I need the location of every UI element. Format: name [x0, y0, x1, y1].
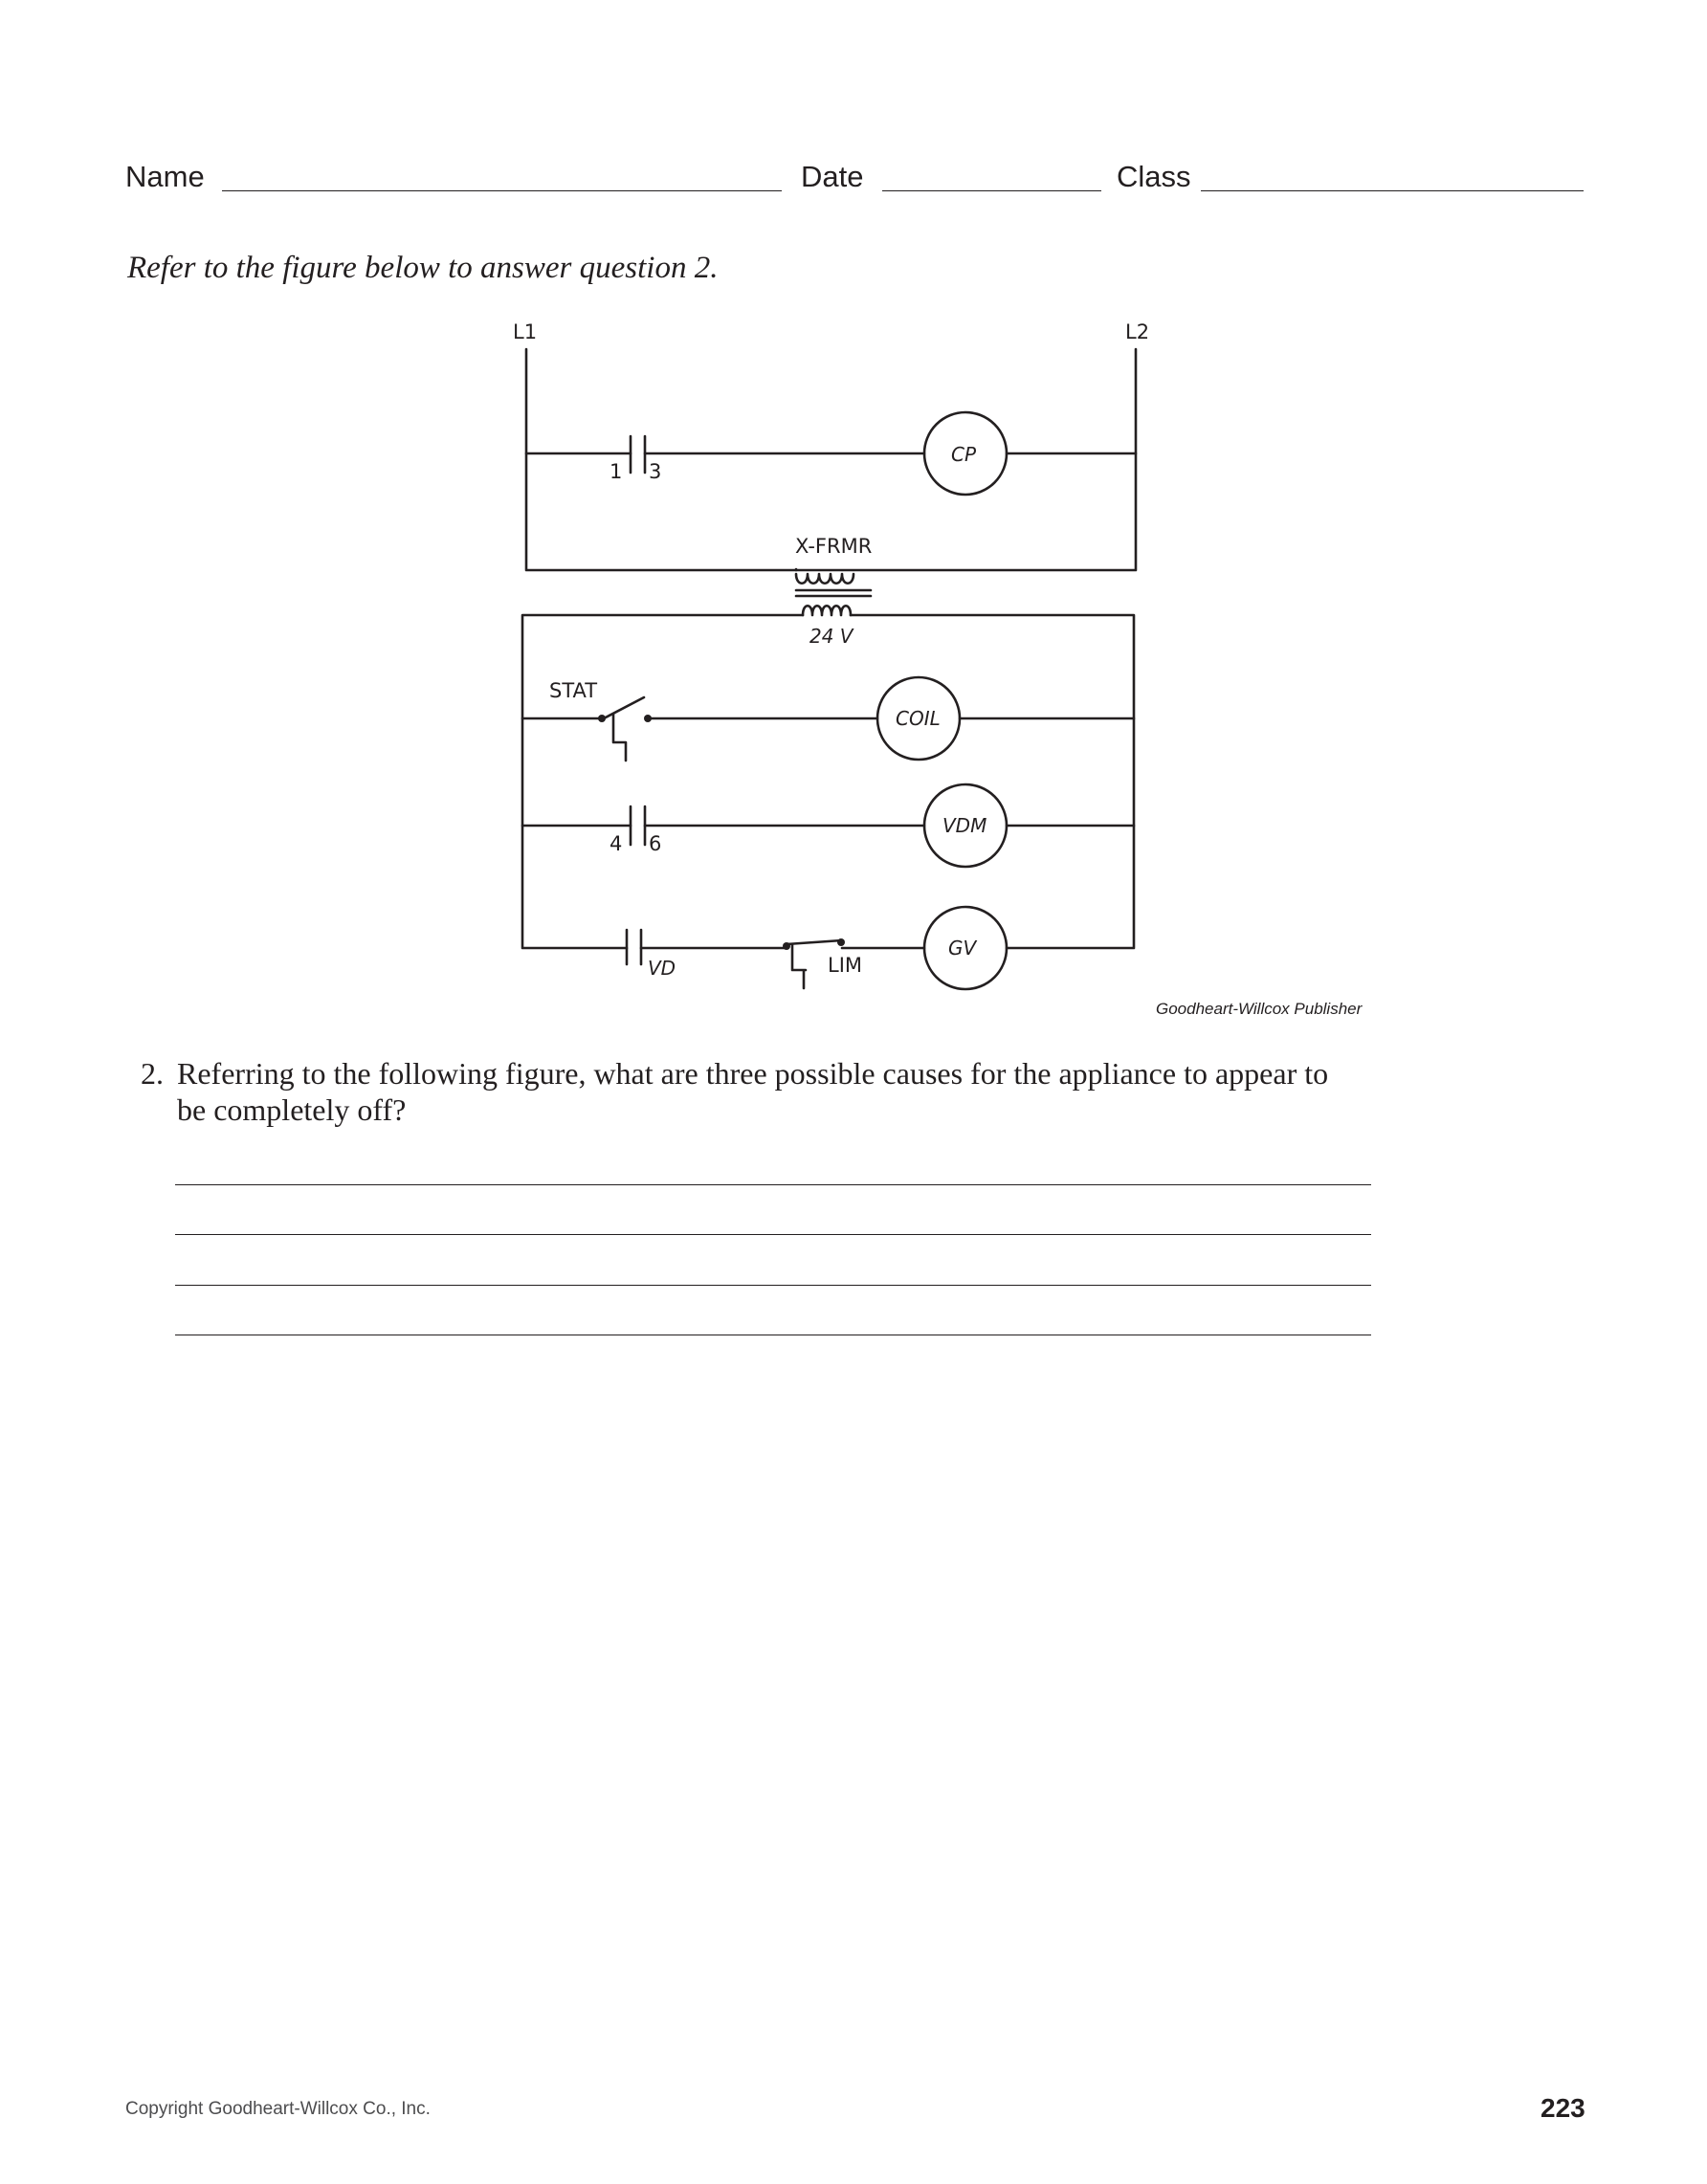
class-label: Class	[1117, 160, 1191, 193]
answer-line-1[interactable]	[175, 1184, 1371, 1185]
stat-actuator	[613, 714, 626, 761]
copyright-text: Copyright Goodheart-Willcox Co., Inc.	[125, 2099, 431, 2119]
contact-4-6	[631, 806, 645, 845]
ladder-diagram	[0, 0, 1707, 1052]
coil-label: COIL	[896, 707, 941, 730]
answer-line-3[interactable]	[175, 1285, 1371, 1286]
gv-label: GV	[948, 937, 977, 960]
secondary-left-rail	[522, 615, 803, 948]
date-label: Date	[801, 160, 864, 193]
stat-terminal-right	[644, 715, 652, 722]
vd-contact	[627, 930, 641, 964]
secondary-right-rail	[851, 615, 1134, 948]
l2-label: L2	[1125, 320, 1150, 343]
transformer-label: X-FRMR	[795, 535, 873, 558]
lim-switch-blade	[787, 940, 842, 944]
lim-actuator	[792, 945, 806, 988]
contact-1-label: 1	[610, 460, 623, 483]
question-number: 2.	[141, 1056, 164, 1091]
lim-terminal-right	[837, 938, 845, 946]
instruction-text: Refer to the figure below to answer question 2.	[127, 251, 719, 285]
stat-label: STAT	[549, 679, 598, 702]
figure-credit: Goodheart-Willcox Publisher	[1156, 1000, 1363, 1018]
question-text: Referring to the following figure, what are three possible causes for the appliance to appear to be completely off?	[177, 1056, 1329, 1127]
l1-label: L1	[513, 320, 538, 343]
answer-line-2[interactable]	[175, 1234, 1371, 1235]
transformer-core	[796, 590, 871, 596]
contact-6-label: 6	[649, 832, 662, 855]
cp-label: CP	[951, 443, 977, 466]
lim-label: LIM	[828, 954, 863, 977]
name-label: Name	[125, 160, 205, 193]
stat-terminal-left	[598, 715, 606, 722]
contact-4-label: 4	[610, 832, 623, 855]
lim-terminal-left	[783, 942, 790, 950]
secondary-voltage-label: 24 V	[809, 625, 854, 648]
page-number: 223	[1541, 2093, 1585, 2123]
vd-label: VD	[648, 957, 676, 980]
transformer-secondary-winding	[803, 606, 851, 615]
contact-1-3	[631, 436, 645, 473]
contact-3-label: 3	[649, 460, 662, 483]
stat-switch-blade	[604, 697, 644, 718]
transformer-primary-winding	[796, 574, 854, 584]
vdm-label: VDM	[942, 814, 987, 837]
